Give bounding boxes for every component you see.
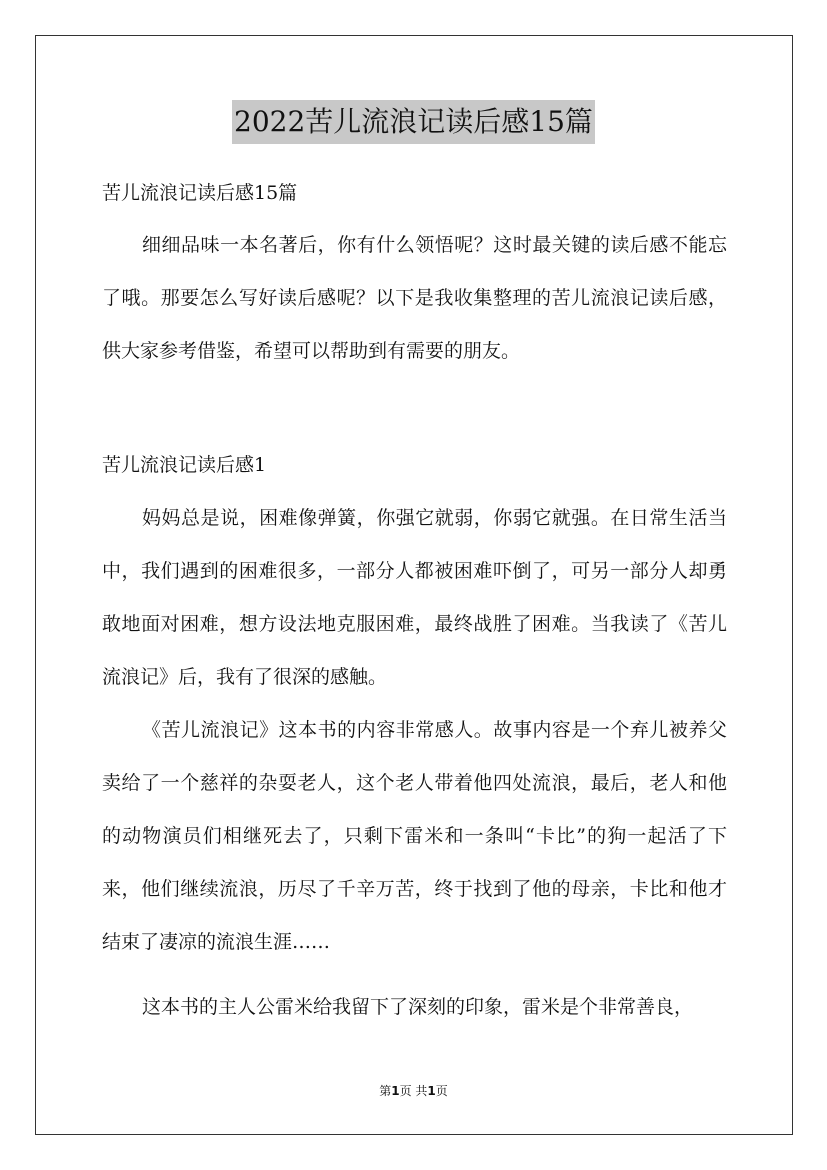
document-title: 2022苦儿流浪记读后感15篇: [232, 100, 595, 144]
body-paragraph-3: 这本书的主人公雷米给我留下了深刻的印象，雷米是个非常善良，: [142, 996, 694, 1018]
page-footer: [0, 1082, 827, 1100]
intro-paragraph: 细细品味一本名著后，你有什么领悟呢？这时最关键的读后感不能忘了哦。那要怎么写好读后感呢？以下是我收集整理的苦儿流浪记读后感，供大家参考借鉴，希望可以帮助到有需要的朋友。: [102, 234, 727, 362]
document-subtitle: 苦儿流浪记读后感15篇: [102, 182, 298, 204]
footer-page-suffix: 页: [435, 1084, 448, 1098]
footer-page-current: 1: [391, 1084, 400, 1098]
body-paragraph-1: 妈妈总是说，困难像弹簧，你强它就弱，你弱它就强。在日常生活当中，我们遇到的困难很多，一部分人都被困难吓倒了，可另一部分人却勇敢地面对困难，想方设法地克服困难，最终战胜了困难。当我读了《苦儿流浪记》后，我有了很深的感触。: [102, 507, 727, 688]
footer-page-mid: 页 共: [399, 1084, 428, 1098]
footer-page-total: 1: [427, 1084, 436, 1098]
body-paragraph-2: 《苦儿流浪记》这本书的内容非常感人。故事内容是一个弃儿被养父卖给了一个慈祥的杂耍老人，这个老人带着他四处流浪，最后，老人和他的动物演员们相继死去了，只剩下雷米和一条叫“卡比”的狗一起活了下来，他们继续流浪，历尽了千辛万苦，终于找到了他的母亲，卡比和他才结束了凄凉的流浪生涯……: [102, 719, 727, 953]
title-container: [0, 100, 827, 144]
section-heading-1: 苦儿流浪记读后感1: [102, 454, 267, 476]
footer-page-prefix: 第: [379, 1084, 392, 1098]
